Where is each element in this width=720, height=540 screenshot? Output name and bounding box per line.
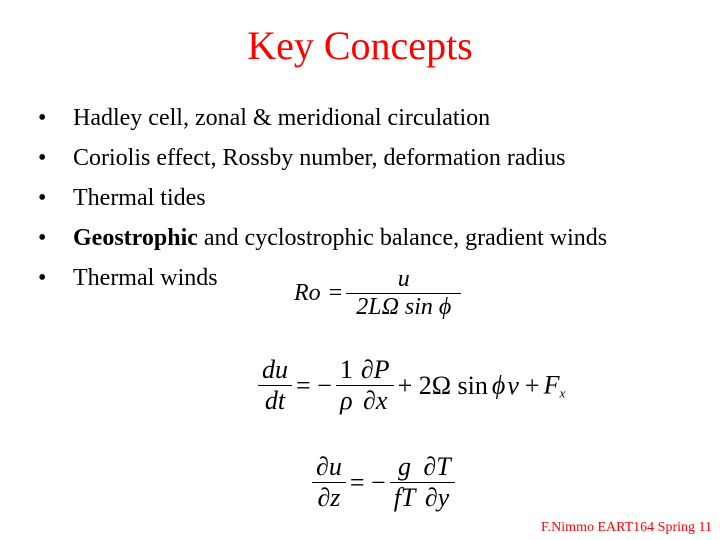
equation-symbol: ϕ: [491, 370, 506, 400]
bullet-marker: •: [38, 105, 47, 131]
fraction-denominator: ∂z: [317, 483, 341, 512]
fraction: [357, 355, 394, 416]
equation-lhs: Ro: [294, 280, 321, 306]
slide-footer: F.Nimmo EART164 Spring 11: [541, 520, 712, 535]
fraction: [390, 452, 420, 513]
fraction-numerator: g: [390, 452, 420, 483]
equation-term: + 2Ω sin: [397, 370, 488, 400]
fraction-numerator: du: [258, 355, 292, 386]
bullet-marker: •: [38, 145, 47, 171]
fraction-numerator: ∂T: [419, 452, 454, 483]
bullet-marker: •: [38, 265, 47, 291]
equation-subscript: x: [559, 385, 566, 401]
fraction-denominator: ∂x: [363, 386, 388, 415]
fraction-denominator: dt: [264, 386, 286, 415]
fraction: [258, 355, 292, 416]
fraction: [346, 266, 461, 321]
bullet-text: Thermal tides: [73, 185, 206, 211]
fraction: [336, 355, 357, 416]
fraction-denominator: 2LΩ sin ϕ: [356, 294, 452, 320]
fraction-denominator: fT: [393, 483, 416, 512]
fraction-denominator: ∂y: [424, 483, 450, 512]
fraction-numerator: 1: [336, 355, 357, 386]
fraction: [312, 452, 346, 513]
fraction-denominator: ρ: [340, 386, 353, 415]
bullet-text: Coriolis effect, Rossby number, deformation radius: [73, 145, 566, 171]
equals-sign: =: [328, 280, 343, 306]
equation-symbol: v: [507, 370, 519, 400]
equation-term: +: [524, 370, 540, 400]
bullet-text: Thermal winds: [73, 265, 218, 291]
rossby-number-equation: [290, 266, 461, 321]
thermal-wind-equation: [312, 452, 455, 513]
bullet-text: Hadley cell, zonal & meridional circulation: [73, 105, 491, 131]
bullet-marker: •: [38, 185, 47, 211]
list-item: [38, 98, 607, 138]
slide-title: Key Concepts: [247, 23, 473, 68]
fraction: [419, 452, 454, 513]
bullet-bold-term: Geostrophic: [73, 225, 198, 251]
momentum-equation: [258, 355, 565, 416]
list-item: [38, 138, 607, 178]
fraction-numerator: ∂P: [357, 355, 394, 386]
list-item: [38, 178, 607, 218]
bullet-marker: •: [38, 225, 47, 251]
equation-symbol: F: [543, 370, 560, 400]
fraction-numerator: ∂u: [312, 452, 346, 483]
equals-sign: = −: [349, 467, 386, 497]
list-item: [38, 218, 607, 258]
equals-sign: = −: [296, 370, 332, 400]
fraction-numerator: u: [346, 266, 461, 294]
bullet-text: and cyclostrophic balance, gradient winds: [197, 225, 608, 251]
